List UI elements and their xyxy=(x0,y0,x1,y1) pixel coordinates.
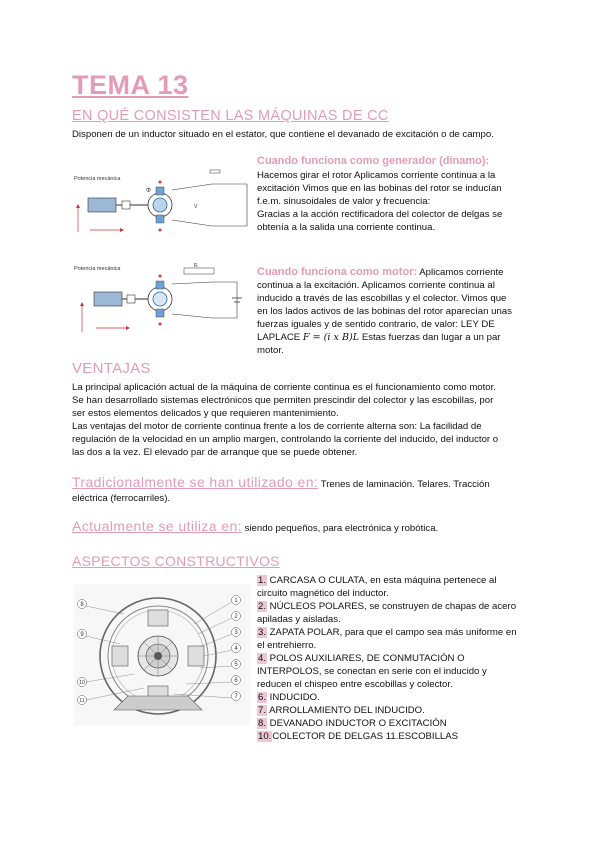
aspecto-text: ARROLLAMIENTO DEL INDUCIDO. xyxy=(267,705,425,716)
tradicional-block xyxy=(72,475,532,506)
aspecto-text: INDUCIDO. xyxy=(267,692,320,703)
aspecto-text: POLOS AUXILIARES, DE CONMUTACIÓN O xyxy=(267,653,465,664)
ventajas-line-1: La principal aplicación actual de la máquina de corriente continua es el funcionamiento como motor. xyxy=(72,382,496,393)
motor-line-4: fuerzas iguales y de sentido contrario, de valor: LEY DE xyxy=(257,319,495,330)
tradicional-text-2: eléctrica (ferrocarriles). xyxy=(72,493,171,504)
motor-subheading: Cuando funciona como motor: xyxy=(257,266,418,278)
laplace-prefix: LAPLACE xyxy=(257,332,303,343)
figure-num-8: 8 xyxy=(80,602,84,608)
aspecto-number: 1. xyxy=(258,575,267,586)
figure-num-4: 4 xyxy=(234,646,238,652)
ventajas-line-3: ser estos elementos delicados y que requieren mantenimiento. xyxy=(72,408,339,419)
generator-text xyxy=(257,169,557,234)
motor-line-0: Aplicamos corriente xyxy=(417,267,504,278)
generator-line-5: obtenía a la salida una corriente continua. xyxy=(257,222,436,233)
tradicional-heading: Tradicionalmente se han utilizado en: xyxy=(72,474,319,490)
motor-line-3: en los lados activos de las bobinas del rotor aparecían unas xyxy=(257,306,512,317)
aspecto-number: 3. xyxy=(258,627,267,638)
ventajas-text xyxy=(72,381,532,459)
aspecto-item-3 xyxy=(257,626,557,652)
aspecto-item-4 xyxy=(257,652,557,691)
aspecto-text: el entrehierro. xyxy=(257,640,317,651)
aspectos-heading: ASPECTOS CONSTRUCTIVOS xyxy=(72,553,280,569)
ventajas-line-6: las dos a la vez. El elevado par de arranque que se puede obtener. xyxy=(72,447,358,458)
aspecto-text: circuito magnético del inductor. xyxy=(257,588,389,599)
figure-num-7: 7 xyxy=(234,694,238,700)
aspecto-text: CARCASA O CULATA, en esta máquina pertenece al xyxy=(267,575,497,586)
aspecto-text: DEVANADO INDUCTOR O EXCITACIÓN xyxy=(267,718,447,729)
aspecto-number: 8. xyxy=(258,718,267,729)
motor-last-line: motor. xyxy=(257,345,284,356)
aspecto-text: NÚCLEOS POLARES, se construyen de chapas de acero xyxy=(267,601,517,612)
actual-heading: Actualmente se utiliza en: xyxy=(72,518,242,534)
motor-line-1: continua a la excitación. Aplicamos corriente continua al xyxy=(257,280,495,291)
aspecto-item-2 xyxy=(257,600,557,626)
aspecto-text: ZAPATA POLAR, para que el campo sea más uniforme en xyxy=(267,627,517,638)
generator-line-1: Hacemos girar el rotor Aplicamos corriente continua a la xyxy=(257,170,496,181)
intro-text: Disponen de un inductor situado en el estator, que contiene el devanado de excitación o de campo. xyxy=(72,129,494,140)
aspecto-number: 7. xyxy=(258,705,267,716)
generator-diagram xyxy=(72,160,252,240)
figure-num-9: 9 xyxy=(80,632,84,638)
page-title: TEMA 13 xyxy=(72,70,189,100)
laplace-formula: F = (i x B)L xyxy=(302,332,360,343)
motor-text xyxy=(257,266,577,357)
svg-text:Φ: Φ xyxy=(146,188,151,194)
motor-line-2: inducido a través de las escobillas y el colector. Vimos que xyxy=(257,293,507,304)
ventajas-heading: VENTAJAS xyxy=(72,360,151,377)
motor-figure-label: Potencia mecánica xyxy=(74,266,121,272)
figure-num-10: 10 xyxy=(79,680,85,686)
tradicional-text-1: Trenes de laminación. Telares. Tracción xyxy=(318,479,490,490)
figure-num-6: 6 xyxy=(234,678,238,684)
aspecto-item-6 xyxy=(257,691,557,704)
machine-cutaway-figure xyxy=(74,584,250,726)
aspecto-text: INTERPOLOS, se conectan en serie con el inducido y xyxy=(257,666,487,677)
figure-num-5: 5 xyxy=(234,662,238,668)
figure-num-11: 11 xyxy=(79,698,85,704)
ventajas-line-2: Se han desarrollado sistemas electrónicos que permiten prescindir del colector y las escobillas, por xyxy=(72,395,494,406)
figure-num-3: 3 xyxy=(234,630,238,636)
aspecto-number: 10. xyxy=(258,731,272,742)
motor-laplace-line xyxy=(257,331,577,344)
generator-subheading: Cuando funciona como generador (dinamo): xyxy=(257,155,490,167)
aspecto-item-1 xyxy=(257,574,557,600)
aspecto-number: 6. xyxy=(258,692,267,703)
motor-first-line xyxy=(257,266,577,279)
actual-text: siendo pequeños, para electrónica y robótica. xyxy=(241,523,439,534)
aspecto-number: 2. xyxy=(258,601,267,612)
motor-diagram xyxy=(72,262,252,340)
tradicional-line-1 xyxy=(72,475,532,492)
ventajas-line-4: Las ventajas del motor de corriente continua frente a los de corriente alterna son: La facilidad de xyxy=(72,421,482,432)
laplace-suffix: Estas fuerzas dan lugar a un par xyxy=(359,332,501,343)
ventajas-line-5: regulación de la velocidad en un amplio margen, controlando la corriente del inducido, del inductor o xyxy=(72,434,499,445)
aspecto-text: reducen el chispeo entre escobillas y colector. xyxy=(257,679,453,690)
aspecto-number: 4. xyxy=(258,653,267,664)
generator-line-2: excitación Vimos que en las bobinas del rotor se inducían xyxy=(257,183,502,194)
generator-line-4: Gracias a la acción rectificadora del colector de delgas se xyxy=(257,209,503,220)
figure-num-2: 2 xyxy=(234,614,238,620)
generator-line-3: f.e.m. sinusoidales de valor y frecuencia: xyxy=(257,196,431,207)
aspecto-item-8 xyxy=(257,717,557,730)
aspecto-item-10 xyxy=(257,730,557,743)
aspectos-list xyxy=(257,574,557,743)
aspecto-item-7 xyxy=(257,704,557,717)
svg-text:V: V xyxy=(194,204,198,210)
aspecto-text: apiladas y aisladas. xyxy=(257,614,341,625)
svg-text:R: R xyxy=(194,263,198,269)
aspecto-text: COLECTOR DE DELGAS 11.ESCOBILLAS xyxy=(272,731,459,742)
actual-block xyxy=(72,520,532,535)
figure-num-1: 1 xyxy=(234,598,238,604)
generator-figure-label: Potencia mecánica xyxy=(74,176,121,182)
section-heading-maquinas-cc: EN QUÉ CONSISTEN LAS MÁQUINAS DE CC xyxy=(72,108,389,124)
